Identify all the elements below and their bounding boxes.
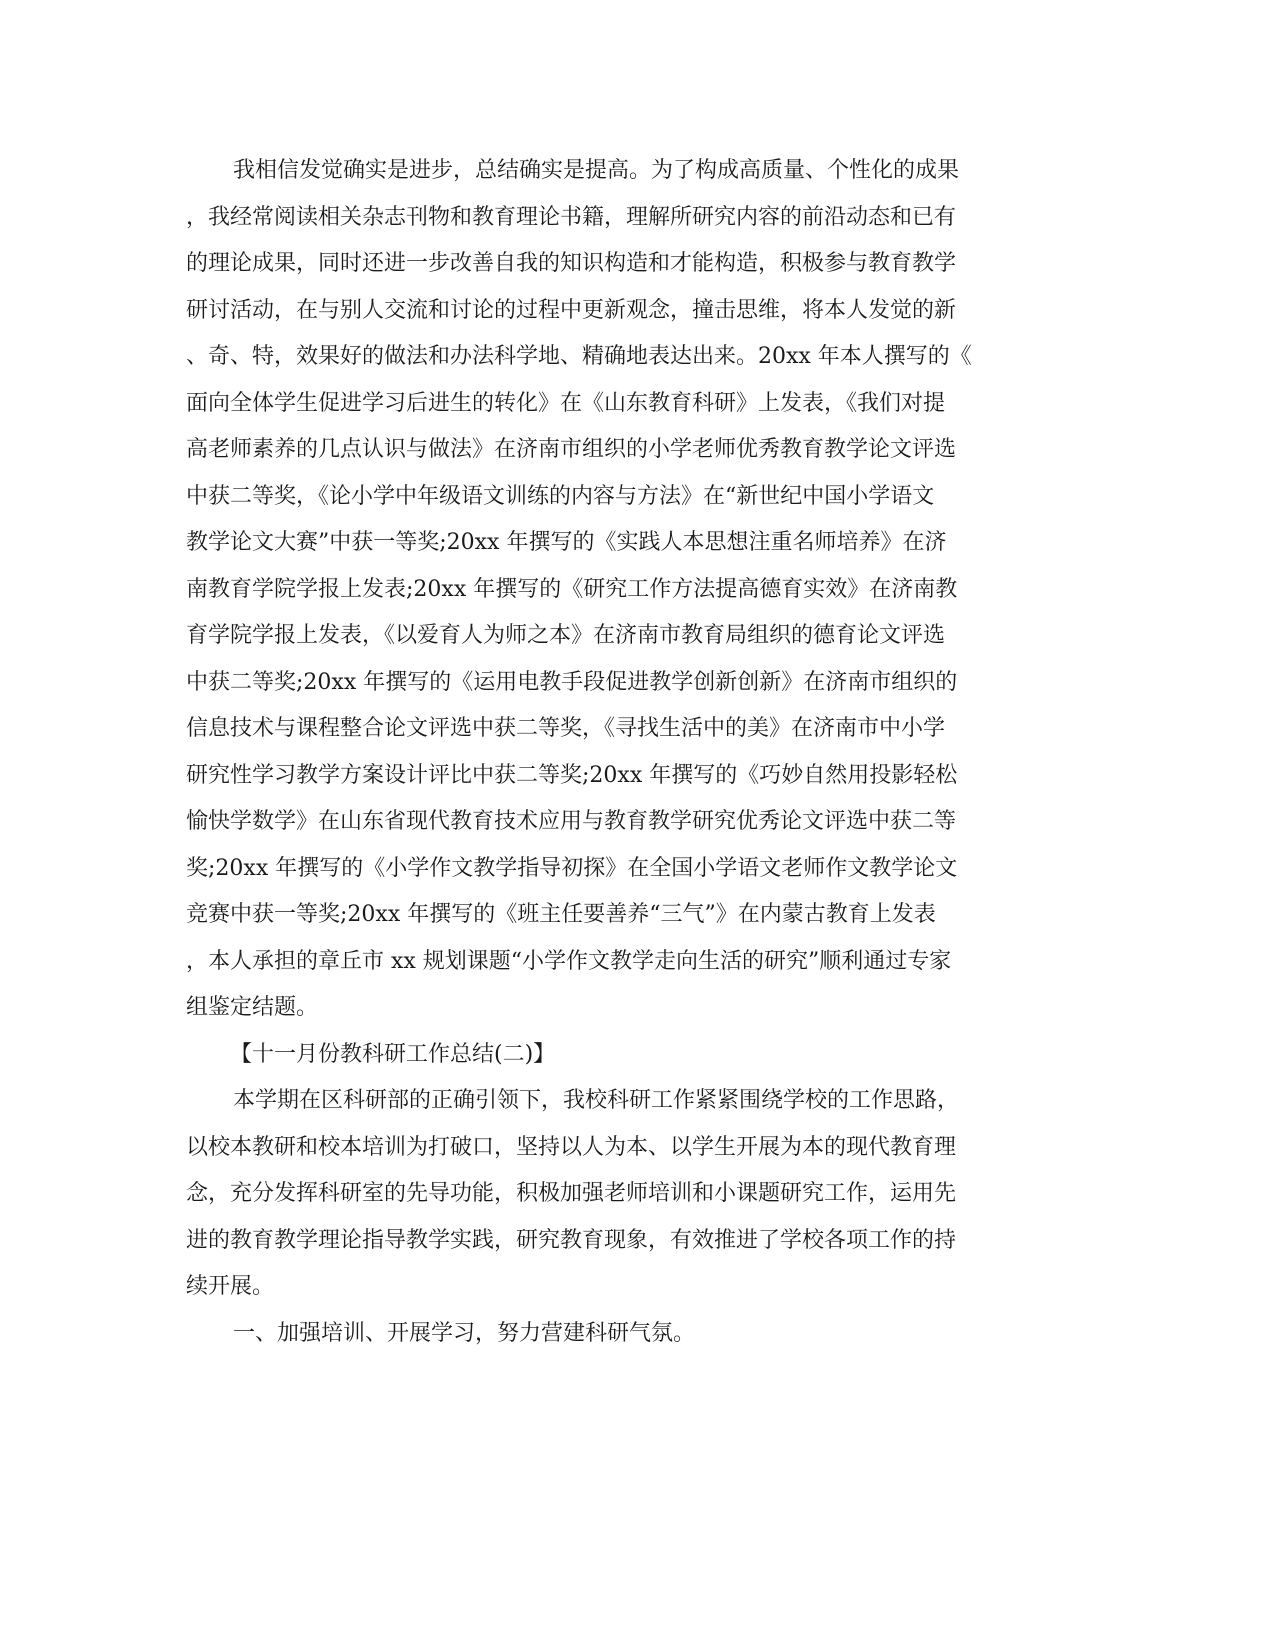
paragraph-2-line-2: 以校本教研和校本培训为打破口，坚持以人为本、以学生开展为本的现代教育理: [186, 1135, 957, 1160]
paragraph-2-line-1: 本学期在区科研部的正确引领下，我校科研工作紧紧围绕学校的工作思路，: [233, 1088, 960, 1113]
paragraph-1-line-16: 奖;20xx 年撰写的《小学作文教学指导初探》在全国小学语文老师作文教学论文: [186, 856, 958, 881]
paragraph-1-line-6: 面向全体学生促进学习后进生的转化》在《山东教育科研》上发表，《我们对提: [186, 391, 946, 416]
paragraph-1-line-18: ，本人承担的章丘市 xx 规划课题“小学作文教学走向生活的研究”顺利通过专家: [186, 949, 952, 974]
section-heading: 【十一月份教科研工作总结(二)】: [230, 1042, 556, 1067]
paragraph-1-line-10: 南教育学院学报上发表;20xx 年撰写的《研究工作方法提高德育实效》在济南教: [186, 577, 958, 602]
paragraph-1-line-5: 、奇、特，效果好的做法和办法科学地、精确地表达出来。20xx 年本人撰写的《: [186, 344, 972, 369]
paragraph-1-line-4: 研讨活动，在与别人交流和讨论的过程中更新观念，撞击思维，将本人发觉的新: [186, 298, 957, 323]
paragraph-1-line-12: 中获二等奖;20xx 年撰写的《运用电教手段促进教学创新创新》在济南市组织的: [186, 670, 958, 695]
paragraph-1-line-15: 愉快学数学》在山东省现代教育技术应用与教育教学研究优秀论文评选中获二等: [186, 809, 957, 834]
paragraph-2-line-5: 续开展。: [186, 1274, 275, 1299]
paragraph-1-line-17: 竞赛中获一等奖;20xx 年撰写的《班主任要善养“三气”》在内蒙古教育上发表: [186, 902, 936, 927]
paragraph-2-line-4: 进的教育教学理论指导教学实践，研究教育现象，有效推进了学校各项工作的持: [186, 1228, 957, 1253]
paragraph-1-line-13: 信息技术与课程整合论文评选中获二等奖，《寻找生活中的美》在济南市中小学: [186, 716, 946, 741]
subheading-1: 一、加强培训、开展学习，努力营建科研气氛。: [233, 1321, 696, 1346]
paragraph-1-line-3: 的理论成果，同时还进一步改善自我的知识构造和才能构造，积极参与教育教学: [186, 251, 957, 276]
paragraph-1-line-19: 组鉴定结题。: [186, 995, 319, 1020]
paragraph-1-line-1: 我相信发觉确实是进步，总结确实是提高。为了构成高质量、个性化的成果: [233, 158, 960, 183]
paragraph-1-line-2: ，我经常阅读相关杂志刊物和教育理论书籍，理解所研究内容的前沿动态和已有: [186, 205, 957, 230]
paragraph-1-line-9: 教学论文大赛”中获一等奖;20xx 年撰写的《实践人本思想注重名师培养》在济: [186, 530, 947, 555]
paragraph-1-line-11: 育学院学报上发表，《以爱育人为师之本》在济南市教育局组织的德育论文评选: [186, 623, 946, 648]
paragraph-2-line-3: 念，充分发挥科研室的先导功能，积极加强老师培训和小课题研究工作，运用先: [186, 1181, 957, 1206]
paragraph-1-line-14: 研究性学习教学方案设计评比中获二等奖;20xx 年撰写的《巧妙自然用投影轻松: [186, 763, 958, 788]
paragraph-1-line-7: 高老师素养的几点认识与做法》在济南市组织的小学老师优秀教育教学论文评选: [186, 437, 957, 462]
paragraph-1-line-8: 中获二等奖，《论小学中年级语文训练的内容与方法》在“新世纪中国小学语文: [186, 484, 935, 509]
